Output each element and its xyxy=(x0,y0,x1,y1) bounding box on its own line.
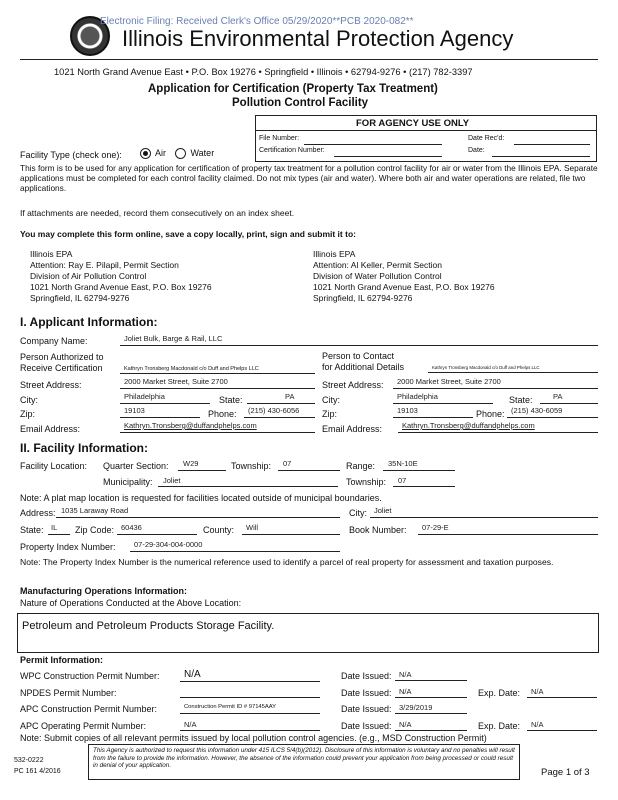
form-subtitle: Pollution Control Facility xyxy=(232,97,369,109)
water-label: Water xyxy=(190,148,215,158)
contact-field[interactable] xyxy=(428,372,598,373)
quarter-section-value[interactable]: W29 xyxy=(183,459,199,468)
air-address-line: Illinois EPA xyxy=(30,249,73,259)
facility-location-label: Facility Location: xyxy=(20,461,88,471)
facility-address-label: Address: xyxy=(20,508,56,518)
state-field[interactable] xyxy=(247,403,315,404)
contact-email-label: Email Address: xyxy=(322,424,383,434)
npdes-permit-label: NPDES Permit Number: xyxy=(20,688,117,698)
agency-use-divider xyxy=(256,130,596,131)
apcop-date-field[interactable] xyxy=(395,730,467,731)
nature-value: Petroleum and Petroleum Products Storage Facility. xyxy=(22,620,275,632)
state-label: State: xyxy=(219,395,243,405)
contact-state-field[interactable] xyxy=(540,403,598,404)
company-name-value[interactable]: Joliet Bulk, Barge & Rail, LLC xyxy=(124,334,223,343)
zip-field[interactable] xyxy=(120,417,200,418)
contact-label-2: for Additional Details xyxy=(322,362,405,372)
facility-city-label: City: xyxy=(349,508,367,518)
apc-operating-value[interactable]: N/A xyxy=(184,720,197,729)
header-divider xyxy=(20,59,598,60)
zip-value[interactable]: 19103 xyxy=(124,406,145,415)
npdes-date-field[interactable] xyxy=(395,697,467,698)
facility-city-value[interactable]: Joliet xyxy=(374,506,392,515)
file-number-label: File Number: xyxy=(259,135,300,142)
disclosure-notice: This Agency is authorized to request this information under 415 ILCS 5/4(b)(2012). Disclosure of this information is voluntary and no penalties will result from the failure to provide the information. However, the absence of the information could prevent your application from being processed or could result in denial of your application. xyxy=(93,747,515,770)
quarter-section-field[interactable] xyxy=(178,470,226,471)
township-label: Township: xyxy=(231,461,272,471)
wpc-date-value[interactable]: N/A xyxy=(399,670,412,679)
nature-label: Nature of Operations Conducted at the Above Location: xyxy=(20,598,242,608)
apcop-date-value[interactable]: N/A xyxy=(399,720,412,729)
contact-street-label: Street Address: xyxy=(322,380,384,390)
date-recd-field[interactable] xyxy=(514,144,590,145)
street-label: Street Address: xyxy=(20,380,82,390)
air-radio-icon[interactable] xyxy=(140,148,151,159)
email-value[interactable]: Kathryn.Tronsberg@duffandphelps.com xyxy=(124,421,257,430)
apcop-exp-value[interactable]: N/A xyxy=(531,720,544,729)
apcop-exp-field[interactable] xyxy=(527,730,597,731)
pin-value[interactable]: 07-29-304-004-0000 xyxy=(134,540,203,549)
facility-state-label: State: xyxy=(20,525,44,535)
nature-textarea[interactable] xyxy=(17,613,599,653)
facility-address-field[interactable] xyxy=(56,517,340,518)
company-name-field[interactable] xyxy=(120,345,598,346)
npdes-date-value[interactable]: N/A xyxy=(399,687,412,696)
wpc-date-label: Date Issued: xyxy=(341,671,392,681)
contact-phone-field[interactable] xyxy=(507,417,598,418)
water-address-line: Division of Water Pollution Control xyxy=(313,271,442,281)
pin-note: Note: The Property Index Number is the numerical reference used to identify a parcel of real property for assessment and taxation purposes. xyxy=(20,557,554,567)
township-value[interactable]: 07 xyxy=(283,459,292,468)
form-revision: PC 161 4/2016 xyxy=(14,768,61,775)
wpc-permit-value[interactable]: N/A xyxy=(184,669,201,680)
company-name-label: Company Name: xyxy=(20,336,88,346)
npdes-exp-label: Exp. Date: xyxy=(478,688,521,698)
contact-phone-label: Phone: xyxy=(476,409,505,419)
form-title: Application for Certification (Property Tax Treatment) xyxy=(148,83,438,95)
contact-email-field[interactable] xyxy=(398,432,598,433)
date-field[interactable] xyxy=(492,156,590,157)
phone-label: Phone: xyxy=(208,409,237,419)
water-address-line: Illinois EPA xyxy=(313,249,356,259)
agency-name: Illinois Environmental Protection Agency xyxy=(122,26,514,51)
apc-construction-field[interactable] xyxy=(180,713,320,714)
range-value[interactable]: 35N-10E xyxy=(388,459,418,468)
zip-label: Zip: xyxy=(20,409,36,419)
authorized-value[interactable]: Kathryn Tronsberg Macdonald c/o Duff and Phelps LLC xyxy=(124,366,259,372)
facility-section-title: II. Facility Information: xyxy=(20,441,149,455)
quarter-section-label: Quarter Section: xyxy=(103,461,169,471)
air-address-line: 1021 North Grand Avenue East, P.O. Box 19276 xyxy=(30,282,212,292)
street-value[interactable]: 2000 Market Street, Suite 2700 xyxy=(124,377,228,386)
water-address-line: Springfield, IL 62794-9276 xyxy=(313,293,413,303)
attachments-note: If attachments are needed, record them consecutively on an index sheet. xyxy=(20,208,295,218)
apc-date-label: Date Issued: xyxy=(341,704,392,714)
water-address-block xyxy=(313,249,495,304)
county-field[interactable] xyxy=(242,534,340,535)
facility-zip-field[interactable] xyxy=(117,534,197,535)
form-code: 532-0222 xyxy=(14,757,44,764)
water-address-line: Attention: Al Keller, Permit Section xyxy=(313,260,442,270)
municipality-field[interactable] xyxy=(158,486,338,487)
apc-date-value[interactable]: 3/29/2019 xyxy=(399,703,433,712)
apc-construction-label: APC Construction Permit Number: xyxy=(20,704,158,714)
facility-zip-value[interactable]: 60436 xyxy=(121,523,142,532)
agency-address: 1021 North Grand Avenue East • P.O. Box 19276 • Springfield • Illinois • 62794-9276 • (217) 782-3397 xyxy=(54,67,473,77)
township2-field[interactable] xyxy=(393,486,455,487)
city-field[interactable] xyxy=(120,403,210,404)
state-value[interactable]: PA xyxy=(285,392,295,401)
email-field[interactable] xyxy=(120,432,315,433)
contact-city-label: City: xyxy=(322,395,340,405)
book-number-label: Book Number: xyxy=(349,525,407,535)
apc-date-field[interactable] xyxy=(395,713,467,714)
facility-type-label: Facility Type (check one): xyxy=(20,150,122,160)
phone-value[interactable]: (215) 430-6056 xyxy=(248,406,300,415)
certification-number-label: Certification Number: xyxy=(259,147,325,154)
date-recd-label: Date Rec'd: xyxy=(468,135,505,142)
contact-street-field[interactable] xyxy=(393,388,598,389)
air-address-block xyxy=(30,249,212,304)
agency-use-title: FOR AGENCY USE ONLY xyxy=(356,118,470,129)
municipality-value[interactable]: Joliet xyxy=(163,476,181,485)
apc-operating-field[interactable] xyxy=(180,730,320,731)
range-label: Range: xyxy=(346,461,376,471)
contact-value[interactable]: Kathryn Tronsberg Macdonald c/o Duff and Phelps LLC xyxy=(432,365,540,370)
facility-address-value[interactable]: 1035 Laraway Road xyxy=(61,506,129,515)
npdes-date-label: Date Issued: xyxy=(341,688,392,698)
date-label: Date: xyxy=(468,147,485,154)
email-label: Email Address: xyxy=(20,424,81,434)
authorized-label-2: Receive Certification xyxy=(20,363,103,373)
pin-field[interactable] xyxy=(130,551,340,552)
air-address-line: Attention: Ray E. Pilapil, Permit Section xyxy=(30,260,179,270)
contact-zip-label: Zip: xyxy=(322,409,338,419)
contact-phone-value[interactable]: (215) 430-6059 xyxy=(511,406,563,415)
permit-note: Note: Submit copies of all relevant permits issued by local pollution control agencies. (e.g., MSD Construction Permit) xyxy=(20,733,487,743)
pin-label: Property Index Number: xyxy=(20,542,116,552)
plat-note: Note: A plat map location is requested for facilities located outside of municipal boundaries. xyxy=(20,493,382,503)
wpc-permit-field[interactable] xyxy=(180,681,320,682)
contact-state-label: State: xyxy=(509,395,533,405)
intro-paragraph: This form is to be used for any application for certification of property tax treatment for a pollution control facility for air or water from the Illinois EPA. Separate applications must be completed for each control facility claimed. Do not mix types (air and water). Where both air and water operations are related, file two applications. xyxy=(20,163,598,193)
municipality-label: Municipality: xyxy=(103,477,153,487)
apcop-date-label: Date Issued: xyxy=(341,721,392,731)
water-address-line: 1021 North Grand Avenue East, P.O. Box 19276 xyxy=(313,282,495,292)
city-value[interactable]: Philadelphia xyxy=(124,392,165,401)
npdes-permit-field[interactable] xyxy=(180,697,320,698)
authorized-field[interactable] xyxy=(120,373,315,374)
city-label: City: xyxy=(20,395,38,405)
apc-construction-value[interactable]: Construction Permit ID # 97145AAY xyxy=(184,704,277,710)
contact-label: Person to Contact xyxy=(322,351,395,361)
contact-zip-value[interactable]: 19103 xyxy=(397,406,418,415)
street-field[interactable] xyxy=(120,388,315,389)
npdes-exp-value[interactable]: N/A xyxy=(531,687,544,696)
manufacturing-title: Manufacturing Operations Information: xyxy=(20,586,188,596)
page-number: Page 1 of 3 xyxy=(541,767,590,778)
permit-info-title: Permit Information: xyxy=(20,655,104,665)
authorized-label: Person Authorized to xyxy=(20,352,104,362)
electronic-filing-stamp: Electronic Filing: Received Clerk's Office 05/29/2020**PCB 2020-082** xyxy=(100,16,414,27)
range-field[interactable] xyxy=(383,470,455,471)
apcop-exp-label: Exp. Date: xyxy=(478,721,521,731)
township2-value[interactable]: 07 xyxy=(398,476,407,485)
contact-zip-field[interactable] xyxy=(393,417,473,418)
facility-type-air[interactable] xyxy=(138,148,166,159)
npdes-exp-field[interactable] xyxy=(527,697,597,698)
applicant-section-title: I. Applicant Information: xyxy=(20,315,158,329)
township-field[interactable] xyxy=(278,470,340,471)
air-address-line: Springfield, IL 62794-9276 xyxy=(30,293,130,303)
contact-city-value[interactable]: Philadelphia xyxy=(397,392,438,401)
certification-number-field[interactable] xyxy=(334,156,442,157)
agency-use-box xyxy=(255,115,597,162)
county-label: County: xyxy=(203,525,235,535)
apc-operating-label: APC Operating Permit Number: xyxy=(20,721,147,731)
wpc-date-field[interactable] xyxy=(395,680,467,681)
facility-type-water[interactable] xyxy=(173,148,214,159)
air-address-line: Division of Air Pollution Control xyxy=(30,271,147,281)
facility-zip-label: Zip Code: xyxy=(75,525,115,535)
water-radio-icon[interactable] xyxy=(175,148,186,159)
contact-street-value[interactable]: 2000 Market Street, Suite 2700 xyxy=(397,377,501,386)
contact-state-value[interactable]: PA xyxy=(553,392,563,401)
facility-state-field[interactable] xyxy=(48,534,70,535)
wpc-permit-label: WPC Construction Permit Number: xyxy=(20,671,160,681)
township2-label: Township: xyxy=(346,477,387,487)
book-number-value[interactable]: 07-29-E xyxy=(422,523,449,532)
disclosure-notice-box xyxy=(88,744,520,780)
county-value[interactable]: Will xyxy=(246,523,259,532)
facility-city-field[interactable] xyxy=(370,517,598,518)
facility-state-value[interactable]: IL xyxy=(51,523,58,532)
submit-instructions: You may complete this form online, save a copy locally, print, sign and submit it to: xyxy=(20,229,356,239)
air-label: Air xyxy=(155,148,167,158)
phone-field[interactable] xyxy=(244,417,315,418)
contact-email-value[interactable]: Kathryn.Tronsberg@duffandphelps.com xyxy=(402,421,535,430)
contact-city-field[interactable] xyxy=(393,403,493,404)
file-number-field[interactable] xyxy=(304,144,442,145)
book-number-field[interactable] xyxy=(418,534,598,535)
